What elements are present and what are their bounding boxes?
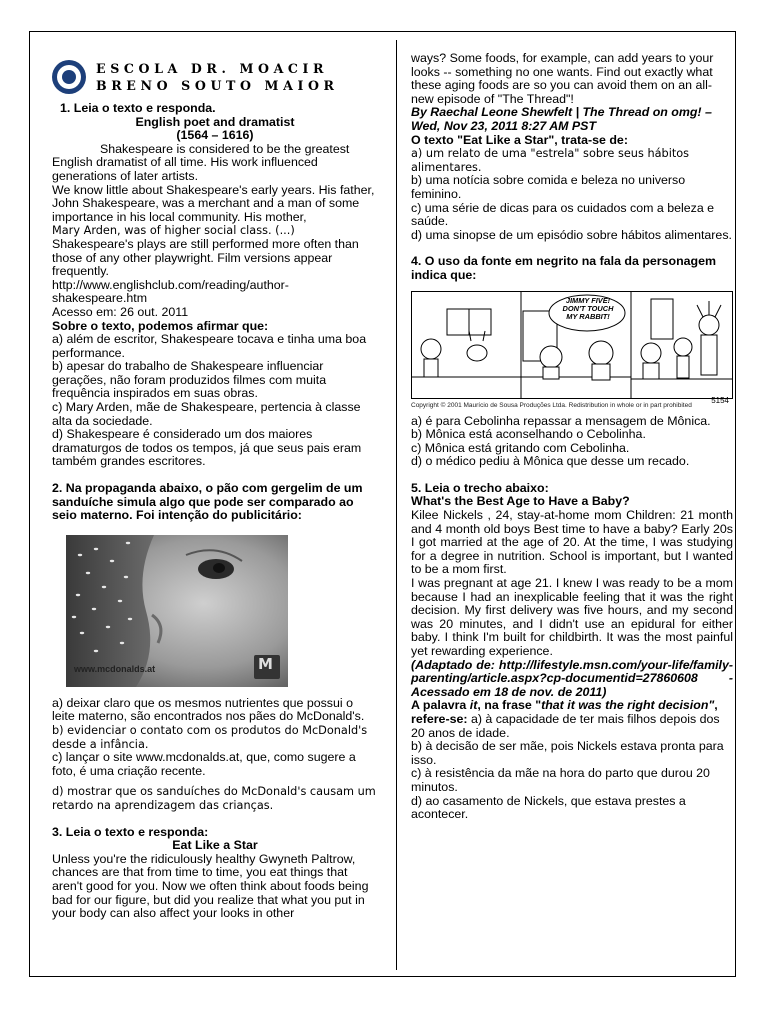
q1-paragraph: Shakespeare's plays are still performed more often than those of any other playwright. Film versions appear frequently. [52,236,359,279]
q5-title: What's the Best Age to Have a Baby? [411,494,630,509]
q3-title: Eat Like a Star [172,838,258,853]
q1-option-d: d) Shakespeare é considerado um dos maiores dramaturgos de todos os tempos, já que seus pais eram também grandes escritores. [52,427,362,469]
q4-option-a: a) é para Cebolinha repassar a mensagem de Mônica. [411,413,711,428]
right-column [411,52,733,822]
left-column [52,60,378,921]
q1-dates: (1564 – 1616) [176,128,254,143]
q3-prompt: O texto "Eat Like a Star", trata-se de: [411,132,628,147]
comic-copyright: Copyright © 2001 Maurício de Sousa Produções Ltda. Redistribution in whole or in part prohibited [411,401,692,409]
comic-speech-balloon: JIMMY FIVE! DON'T TOUCH MY RABBIT! [562,295,614,322]
ad-website-caption: www.mcdonalds.at [74,664,156,675]
q1-heading: 1. Leia o texto e responda. [60,101,216,115]
q1-paragraph: Mary Arden, was of higher social class. (...) [52,224,295,238]
q3-text-right: ways? Some foods, for example, can add years to your looks -- something no one wants. Find out exactly what these aging foods are so you can avoid them on an all-new episode of "The Thread"! [411,51,714,106]
q5-option-d: d) ao casamento de Nickels, que estava prestes a acontecer. [411,793,686,822]
q1-option-c: c) Mary Arden, mãe de Shakespeare, pertencia à classe alta da sociedade. [52,400,361,428]
school-logo [52,60,86,94]
q4-option-c: c) Mônica está gritando com Cebolinha. [411,440,630,455]
q1-option-a: a) além de escritor, Shakespeare tocava e tinha uma boa performance. [52,332,367,360]
comic-strip-image [411,291,733,409]
school-header [52,60,378,94]
q5-option-b: b) à decisão de ser mãe, pois Nickels estava pronta para isso. [411,739,724,767]
q4-option-d: d) o médico pediu à Mônica que desse um recado. [411,454,690,469]
q1-source-url: http://www.englishclub.com/reading/author-shakespeare.htm [52,277,289,306]
mcdonalds-ad-image [66,535,288,687]
comic-strip-number: 5154 [711,395,729,405]
q2-option-c: c) lançar o site www.mcdonalds.at, que, como sugere a foto, é uma criação recente. [52,750,356,778]
q3-text-left: Unless you're the ridiculously healthy Gwyneth Paltrow, chances are that from time to time, you eat things that aren't good for you. Now we often think about foods being bad for our figure, but did you realize that what you put in your body can also affect your looks in other [52,851,369,921]
q1-prompt: Sobre o texto, podemos afirmar que: [52,318,269,333]
q3-option-d: d) uma sinopse de um episódio sobre hábitos alimentares. [411,227,732,242]
q1-paragraph: We know little about Shakespeare's early years. His father, John Shakespeare, was a merchant and a man of some importance in his local community. His mother, [52,182,375,224]
q3-option-a: a) um relato de uma "estrela" sobre seus hábitos alimentares. [411,147,690,174]
q5-paragraph: I was pregnant at age 21. I knew I was ready to be a mom because I had an inexplicable feeling that it was the right decision. My first delivery was five hours, and my second was 20 minutes, and I didn't use an epidural for either baby. I think I'm built for childbirth. It was the most painful yet rewarding experience. [411,576,733,658]
q1-title: English poet and dramatist [135,114,295,129]
q1-access-date: Acesso em: 26 out. 2011 [52,304,189,319]
q5-source: (Adaptado de: http://lifestyle.msn.com/your-life/family-parenting/article.aspx?cp-documentid=27860608 - Acessado em 18 de nov. de 2011) [411,657,733,699]
q3-option-b: b) uma notícia sobre comida e beleza no universo feminino. [411,173,686,201]
q1-option-b: b) apesar do trabalho de Shakespeare influenciar gerações, não foram produzidos filmes com muita frequência inspirados em suas obras. [52,359,327,401]
q2-option-a: a) deixar claro que os mesmos nutrientes que possui o leite materno, são encontrados nos pães do McDonald's. [52,695,365,724]
q2-heading: 2. Na propaganda abaixo, o pão com gergelim de um sanduíche simula algo que pode ser comparado ao seio materno. Foi intenção do publicitário: [52,481,363,523]
q5-heading: 5. Leia o trecho abaixo: [411,480,549,495]
q5-prompt: A palavra it, na frase "that it was the right decision", refere-se: a) à capacidade de ter mais filhos depois dos 20 anos de idade. [411,698,720,740]
school-name: ESCOLA DR. MOACIR BRENO SOUTO MAIOR [96,61,339,93]
q2-option-d: d) mostrar que os sanduíches do McDonald's causam um retardo na aprendizagem das crianças. [52,785,376,812]
q3-option-c: c) uma série de dicas para os cuidados com a beleza e saúde. [411,200,715,229]
q5-paragraph: Kilee Nickels , 24, stay-at-home mom Children: 21 month and 4 month old boys Best time to have a baby? Early 20s I got married at the age of 20. At the time, I was studying for a degree in nutrition. School is important, but I wanted to be a mom first. [411,508,733,577]
q4-option-b: b) Mônica está aconselhando o Cebolinha. [411,427,646,442]
q3-heading: 3. Leia o texto e responda: [52,824,209,839]
q4-heading: 4. O uso da fonte em negrito na fala da personagem indica que: [411,254,717,282]
mcdonalds-logo-icon: M [254,655,280,679]
q5-option-a: a) à capacidade de ter mais filhos depois dos 20 anos de idade. [411,711,720,740]
q1-paragraph: Shakespeare is considered to be the greatest English dramatist of all time. His work influenced generations of later artists. [52,141,350,183]
column-divider [396,40,397,970]
q3-byline: By Raechal Leone Shewfelt | The Thread on omg! – Wed, Nov 23, 2011 8:27 AM PST [411,105,712,133]
q5-option-c: c) à resistência da mãe na hora do parto que durou 20 minutos. [411,766,710,794]
q2-option-b: b) evidenciar o contato com os produtos do McDonald's desde a infância. [52,724,368,751]
